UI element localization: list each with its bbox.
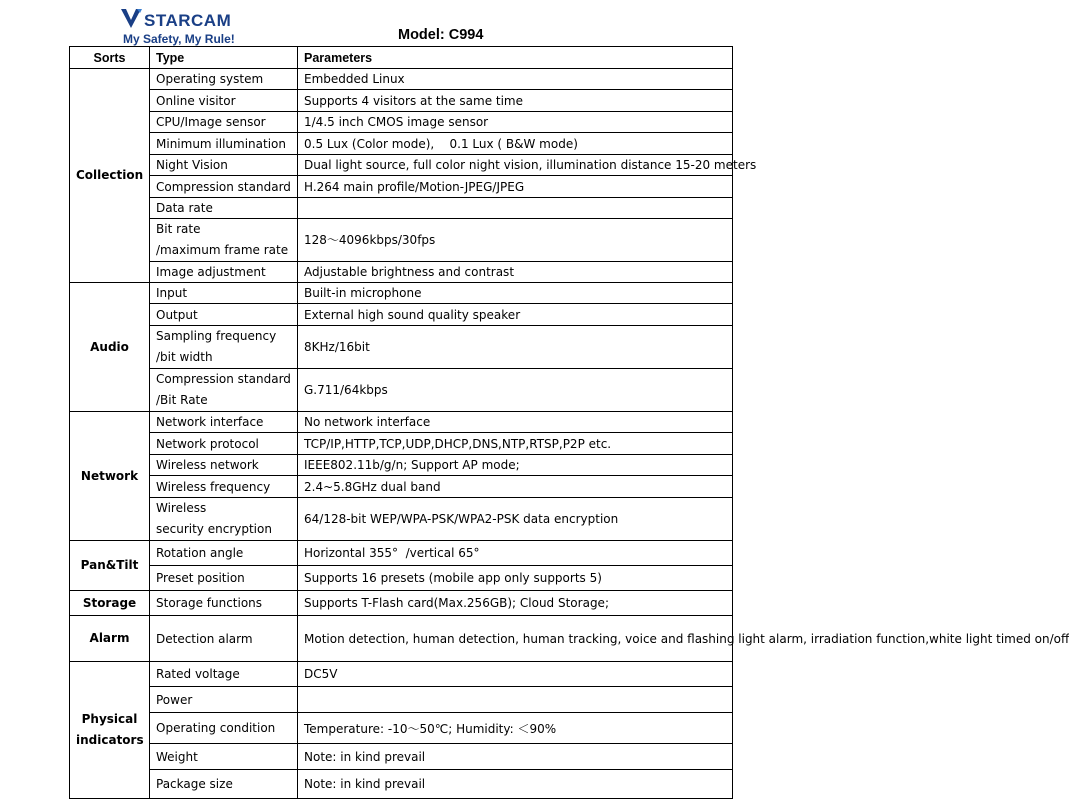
- sort-line: Physical: [81, 712, 138, 726]
- param-cell: [298, 687, 733, 713]
- param-cell: Supports T-Flash card(Max.256GB); Cloud Storage;: [298, 591, 733, 616]
- table-header-row: [70, 47, 733, 69]
- param-cell: Motion detection, human detection, human tracking, voice and flashing light alarm, irradiation function,white light timed on/off: [298, 616, 733, 662]
- table-row: [70, 770, 733, 799]
- table-row: [70, 412, 733, 433]
- type-cell: Operating system: [150, 69, 298, 90]
- type-line: /Bit Rate: [156, 393, 208, 407]
- type-cell: [150, 326, 298, 369]
- param-cell: Horizontal 355° /vertical 65°: [298, 541, 733, 566]
- type-cell: Network interface: [150, 412, 298, 433]
- param-cell: Dual light source, full color night vision, illumination distance 15-20 meters: [298, 155, 733, 176]
- type-cell: Network protocol: [150, 433, 298, 455]
- param-cell: Adjustable brightness and contrast: [298, 262, 733, 283]
- table-row: [70, 69, 733, 90]
- type-cell: Online visitor: [150, 90, 298, 112]
- sort-pan-tilt: Pan&Tilt: [70, 541, 150, 591]
- table-row: [70, 219, 733, 262]
- param-cell: Note: in kind prevail: [298, 744, 733, 770]
- model-title: Model: C994: [398, 27, 484, 43]
- type-line: Wireless: [156, 501, 207, 515]
- type-cell: Operating condition: [150, 713, 298, 744]
- sort-audio: Audio: [70, 283, 150, 412]
- table-row: [70, 498, 733, 541]
- table-row: [70, 687, 733, 713]
- type-cell: Image adjustment: [150, 262, 298, 283]
- col-header-type: Type: [150, 47, 298, 69]
- table-row: [70, 90, 733, 112]
- param-cell: G.711/64kbps: [298, 369, 733, 412]
- param-cell: H.264 main profile/Motion-JPEG/JPEG: [298, 176, 733, 198]
- param-cell: TCP/IP,HTTP,TCP,UDP,DHCP,DNS,NTP,RTSP,P2P etc.: [298, 433, 733, 455]
- type-cell: Compression standard: [150, 176, 298, 198]
- param-cell: 0.5 Lux (Color mode), 0.1 Lux ( B&W mode): [298, 133, 733, 155]
- table-row: [70, 541, 733, 566]
- table-row: [70, 662, 733, 687]
- type-cell: Package size: [150, 770, 298, 799]
- logo-wordmark: STARCAM: [144, 11, 232, 30]
- param-cell: Supports 4 visitors at the same time: [298, 90, 733, 112]
- param-cell: 2.4~5.8GHz dual band: [298, 476, 733, 498]
- table-row: [70, 455, 733, 476]
- type-cell: [150, 369, 298, 412]
- table-row: [70, 112, 733, 133]
- param-cell: Embedded Linux: [298, 69, 733, 90]
- table-row: [70, 369, 733, 412]
- type-cell: Wireless frequency: [150, 476, 298, 498]
- type-cell: Preset position: [150, 566, 298, 591]
- table-row: [70, 283, 733, 304]
- type-cell: [150, 498, 298, 541]
- sort-alarm: Alarm: [70, 616, 150, 662]
- param-cell: 128～4096kbps/30fps: [298, 219, 733, 262]
- param-cell: 8KHz/16bit: [298, 326, 733, 369]
- sort-collection: Collection: [70, 69, 150, 283]
- table-row: [70, 566, 733, 591]
- type-cell: Minimum illumination: [150, 133, 298, 155]
- type-line: Sampling frequency: [156, 329, 277, 343]
- table-row: [70, 713, 733, 744]
- col-header-sorts: Sorts: [70, 47, 150, 69]
- type-cell: Rated voltage: [150, 662, 298, 687]
- table-row: [70, 133, 733, 155]
- table-row: [70, 744, 733, 770]
- type-line: /bit width: [156, 350, 213, 364]
- type-cell: Power: [150, 687, 298, 713]
- param-cell: External high sound quality speaker: [298, 304, 733, 326]
- col-header-parameters: Parameters: [298, 47, 733, 69]
- type-cell: Output: [150, 304, 298, 326]
- table-row: [70, 155, 733, 176]
- table-row: [70, 476, 733, 498]
- type-line: Bit rate: [156, 222, 201, 236]
- table-row: [70, 198, 733, 219]
- vstarcam-logo: [120, 6, 245, 30]
- type-cell: Storage functions: [150, 591, 298, 616]
- table-row: [70, 262, 733, 283]
- spec-table: [69, 46, 1069, 799]
- table-row: [70, 591, 733, 616]
- type-cell: Detection alarm: [150, 616, 298, 662]
- type-line: security encryption: [156, 522, 272, 536]
- table-row: [70, 176, 733, 198]
- logo-v-mark: [121, 9, 141, 28]
- brand-slogan: My Safety, My Rule!: [123, 32, 235, 46]
- sort-physical-indicators: [70, 662, 150, 799]
- param-cell: 64/128-bit WEP/WPA-PSK/WPA2-PSK data encryption: [298, 498, 733, 541]
- sort-storage: Storage: [70, 591, 150, 616]
- type-line: Compression standard: [156, 372, 291, 386]
- sort-line: indicators: [76, 733, 144, 747]
- type-line: /maximum frame rate: [156, 243, 289, 257]
- type-cell: Wireless network: [150, 455, 298, 476]
- type-cell: CPU/Image sensor: [150, 112, 298, 133]
- param-cell: IEEE802.11b/g/n; Support AP mode;: [298, 455, 733, 476]
- table-row: [70, 616, 733, 662]
- param-cell: [298, 198, 733, 219]
- type-cell: [150, 219, 298, 262]
- table-row: [70, 304, 733, 326]
- param-cell: Supports 16 presets (mobile app only supports 5): [298, 566, 733, 591]
- table-row: [70, 326, 733, 369]
- type-cell: Weight: [150, 744, 298, 770]
- param-cell: Note: in kind prevail: [298, 770, 733, 799]
- param-cell: DC5V: [298, 662, 733, 687]
- type-cell: Rotation angle: [150, 541, 298, 566]
- param-cell: 1/4.5 inch CMOS image sensor: [298, 112, 733, 133]
- table-row: [70, 433, 733, 455]
- type-cell: Data rate: [150, 198, 298, 219]
- type-cell: Input: [150, 283, 298, 304]
- sort-network: Network: [70, 412, 150, 541]
- param-cell: Built-in microphone: [298, 283, 733, 304]
- type-cell: Night Vision: [150, 155, 298, 176]
- param-cell: Temperature: -10～50℃; Humidity: ＜90%: [298, 713, 733, 744]
- param-cell: No network interface: [298, 412, 733, 433]
